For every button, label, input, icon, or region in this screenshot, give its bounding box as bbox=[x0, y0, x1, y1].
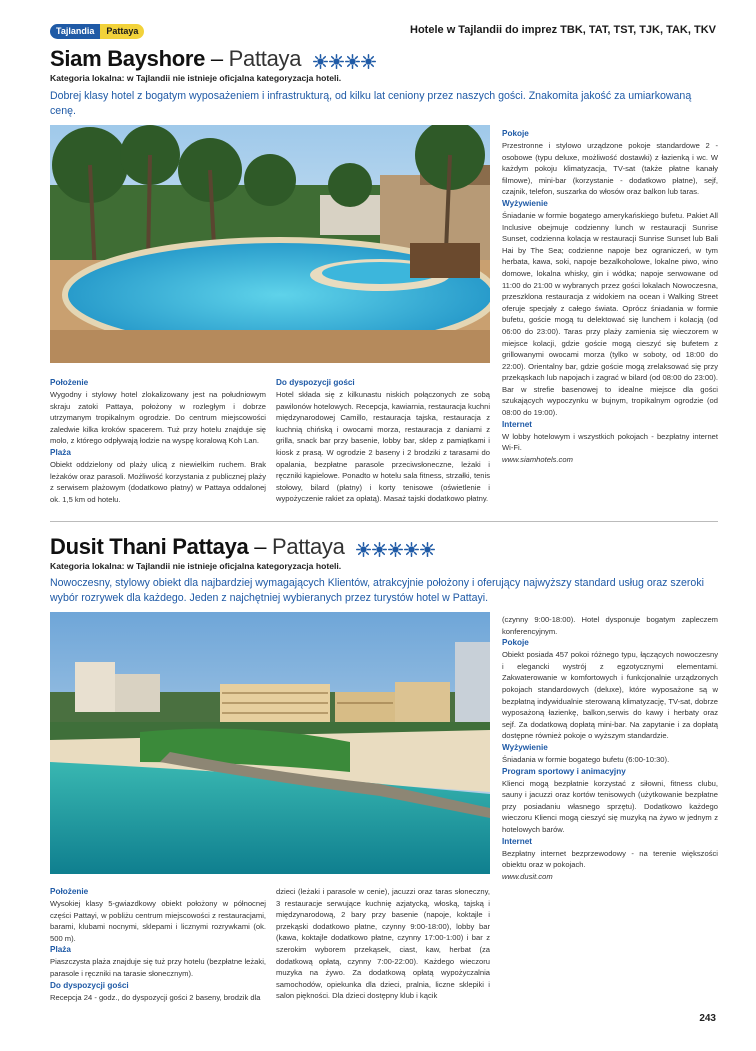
category-note: Kategoria lokalna: w Tajlandii nie istnieje oficjalna kategoryzacja hoteli. bbox=[50, 561, 342, 571]
hotel-location: Pattaya bbox=[272, 534, 345, 559]
star-icon bbox=[313, 54, 328, 69]
star-rating bbox=[313, 47, 377, 73]
section-heading-polozenie: Położenie bbox=[50, 887, 89, 896]
star-icon bbox=[372, 542, 387, 557]
title-dash: – bbox=[248, 534, 273, 559]
section-text-polozenie: Wygodny i stylowy hotel zlokalizowany jest na południowym skraju zatoki Pattaya, położony w rozległym i dobrze utrzymanym tropikalnym ogrodzie. Do centrum miejscowości zaledwie kilka kroków spacerem. Tuż przy hotelu znajduje się molo, z którego odpływają łodzie na wyspę koralową Koh Lan. bbox=[50, 390, 266, 446]
destination-tags bbox=[50, 24, 144, 39]
hotel-lead: Nowoczesny, stylowy obiekt dla najbardziej wymagających Klientów, atrakcyjnie położony i oferujący najwyższy standard usług oraz szeroki wybór rozrywek dla każdego. Jeden z najchętniej wybieranych przez turystów hotel w Pattayi. bbox=[50, 577, 704, 604]
country-tag: Tajlandia bbox=[50, 24, 100, 39]
section-heading-internet: Internet bbox=[502, 836, 533, 846]
section-heading-dyspozycja: Do dyspozycji gości bbox=[276, 378, 355, 387]
section-heading-wyzywienie: Wyżywienie bbox=[502, 742, 548, 752]
title-dash: – bbox=[205, 46, 229, 71]
column-rooms-food bbox=[502, 128, 718, 465]
section-divider bbox=[50, 521, 718, 522]
section-heading-pokoje: Pokoje bbox=[502, 638, 529, 648]
section-heading-polozenie: Położenie bbox=[50, 378, 89, 387]
section-heading-wyzywienie: Wyżywienie bbox=[502, 198, 548, 208]
page-number: 243 bbox=[699, 1013, 716, 1024]
section-text-internet: W lobby hotelowym i wszystkich pokojach - bezpłatny internet Wi-Fi. bbox=[502, 431, 718, 453]
star-icon bbox=[404, 542, 419, 557]
star-icon bbox=[420, 542, 435, 557]
category-note: Kategoria lokalna: w Tajlandii nie istnieje oficjalna kategoryzacja hoteli. bbox=[50, 73, 342, 83]
star-icon bbox=[345, 54, 360, 69]
section-text-wyzywienie: Śniadania w formie bogatego bufetu (6:00-10:30). bbox=[502, 754, 670, 764]
section-heading-dyspozycja: Do dyspozycji gości bbox=[50, 980, 129, 990]
section-text-dyspozycja: Hotel składa się z kilkunastu niskich połączonych ze sobą pawilonów hotelowych. Recepcja, kawiarnia, restauracja kuchni międzynarodowej Camillo, restauracja tajska, restauracja z kuchnią chińską i owocami morza, restauracja z daniami z grilla, snack bar przy basenie, lobby bar, sklep z pamiątkami i kiosk z prasą. W ogrodzie 2 baseny i 2 brodziki z tarasami do opalania, bezpłatne parasole przeciwsłoneczne, leżaki i ręczniki kąpielowe. Ponadto w hotelu sala fitness, strzałki, tenis stołowy, bilard (płatny) i korty tenisowe (oświetlenie i wypożyczenie rakiet za opłatą). Masaż tajski dodatkowo płatny. bbox=[276, 390, 490, 504]
star-icon bbox=[361, 54, 376, 69]
section-text-dyspozycja-end: (czynny 9:00-18:00). Hotel dysponuje bogatym zapleczem konferencyjnym. bbox=[502, 615, 718, 636]
section-text-plaza: Piaszczysta plaża znajduje się tuż przy hotelu (bezpłatne leżaki, parasole i ręczniki na tarasie słonecznym). bbox=[50, 957, 266, 978]
section-text-plaza: Obiekt oddzielony od plaży ulicą z niewielkim ruchem. Brak leżaków oraz parasoli. Możliwość korzystania z publicznej plaży z serwisem plażowym (dodatkowo płatny) w Pattaya oddalonej ok. 1,5 km od hotelu. bbox=[50, 459, 266, 504]
section-text-dyspozycja-cont: dzieci (leżaki i parasole w cenie), jacuzzi oraz taras słoneczny, 3 restauracje serwujące kuchnię azjatycką, włoską, tajską i międzynarodową, 2 bary przy basenie (napoje, koktajle i przekąski dodatkowo płatne, czynny 9:00-18:00), lobby bar (kawa, koktajle dodatkowo płatne, czynny 17:00-1:00) i bar z szerokim wyborem przekąsek, ciast, kaw, herbat (za dodatkową opłatą, czynny 7:00-22:00). Każdego wieczoru muzyka na żywo. Za dodatkową opłatą wypożyczalnia samochodów, opiekunka dla dzieci, pralnia, liczne sklepiki i salon piękności. Dla dzieci dostępny klub i kącik bbox=[276, 887, 490, 1001]
section-text-pokoje: Obiekt posiada 457 pokoi różnego typu, łączących nowoczesny i elegancki wystrój z egzotycznymi elementami. Zakwaterowanie w komfortowych i funkcjonalnie urządzonych pokojach standardowych (deluxe), które wyposażone są w bezpłatną indywidualnie sterowaną klimatyzację, TV-sat, dobrze wyposażoną łazienkę, balkon,serwis do kawy i herbaty oraz sejf. Za dodatkową dopłatą mini-bar. Na zapytanie i za dopłatą dostępne również pokoje o wyższym standardzie. bbox=[502, 650, 718, 741]
hotel-photo-beach bbox=[50, 612, 490, 874]
section-heading-plaza: Plaża bbox=[50, 447, 71, 457]
column-rooms-food bbox=[502, 614, 718, 882]
section-text-dyspozycja-start: Recepcja 24 - godz., do dyspozycji gości 2 baseny, brodzik dla bbox=[50, 992, 261, 1002]
hotel-photo-pool bbox=[50, 125, 490, 363]
hotel-title-dusit-thani bbox=[50, 534, 436, 561]
star-icon bbox=[388, 542, 403, 557]
star-rating bbox=[356, 535, 436, 561]
section-text-polozenie: Wysokiej klasy 5-gwiazdkowy obiekt położony w północnej części Pattayi, w pobliżu centrum miejscowości z restauracjami, barami, klubami nocnymi, sklepami i licznymi rozrywkami (ok. 500 m). bbox=[50, 899, 266, 943]
region-tag: Pattaya bbox=[100, 24, 144, 39]
section-text-internet: Bezpłatny internet bezprzewodowy - na terenie większości obiektu oraz w pokojach. bbox=[502, 848, 718, 870]
section-text-sport: Klienci mogą bezpłatnie korzystać z siłowni, fitness clubu, sauny i jacuzzi oraz kortów tenisowych (użytkowanie bezpłatne przy posiadaniu własnego sprzętu). Dodatkowo każdego wieczoru Klienci mogą cieszyć się muzyką na żywo w jednym z hotelowych barów. bbox=[502, 778, 718, 834]
section-text-wyzywienie: Śniadanie w formie bogatego amerykańskiego bufetu. Pakiet All Inclusive obejmuje codzienny lunch w restauracji Sunrise Sunset, codzienna kolacja w restauracji Sunrise Sunset lub Bali Hai by The Sea; codzienne napoje bez ograniczeń, w tym herbata, kawa, soki, napoje bezalkoholowe, lokalne piwo, wino domowe, lokalna whisky, gin i wódka; napoje serwowane od 11:00 do 21:00 w wybranych przez gości lokalach Nowoczesna, przeszklona restauracja z widokiem na ocean i Walking Street oferuje specjały z całego świata. Oprócz śniadania w formie bufetu, goście mogą tu delektować się lunchem i kolacją (od 06:00 do 23:00). Taras przy plaży zamienia się wieczorem w miejsce kolacji, gdzie goście mogą cieszyć się bufetem z grillowanymi owocami morza (tylko w soboty, od 18:00 do 22:00). Orientalny bar, gdzie goście mogą zrelaksować się przy przekąskach lub napojach i zagrać w bilard (od 08:00 do 23:00). Bar w strefie basenowej to idealne miejsce dla gości szukających wypoczynku w bujnym, tropikalnym ogrodzie (od 08:00 do 19:00). bbox=[502, 210, 718, 418]
section-text-pokoje: Przestronne i stylowo urządzone pokoje standardowe 2 - osobowe (typu deluxe, możliwość dostawki) z łazienką i wc. W każdym pokoju klimatyzacja, TV-sat (także płatne kanały filmowe), mini-bar (korzystanie - dodatkowo płatne), sejf, czajnik, telefon, suszarka do włosów oraz balkon lub taras. bbox=[502, 141, 718, 197]
hotel-name: Dusit Thani Pattaya bbox=[50, 534, 249, 559]
hotel-website-link[interactable]: www.dusit.com bbox=[502, 871, 553, 881]
hotel-name: Siam Bayshore bbox=[50, 46, 206, 71]
section-heading-pokoje: Pokoje bbox=[502, 129, 529, 138]
hotel-website-link[interactable]: www.siamhotels.com bbox=[502, 454, 573, 464]
column-facilities bbox=[276, 377, 490, 505]
hotel-location: Pattaya bbox=[228, 46, 302, 71]
star-icon bbox=[356, 542, 371, 557]
column-facilities bbox=[276, 886, 490, 1002]
hotel-lead: Dobrej klasy hotel z bogatym wyposażeniem i infrastrukturą, od kilku lat ceniony przez naszych gości. Znakomita jakość za umiarkowaną cenę. bbox=[50, 90, 692, 117]
hotel-title-siam-bayshore bbox=[50, 46, 377, 73]
section-heading-internet: Internet bbox=[502, 419, 533, 429]
running-header: Hotele w Tajlandii do imprez TBK, TAT, TST, TJK, TAK, TKV bbox=[410, 24, 716, 36]
section-heading-plaza: Plaża bbox=[50, 945, 71, 955]
star-icon bbox=[329, 54, 344, 69]
column-location-beach bbox=[50, 886, 266, 1003]
section-heading-sport: Program sportowy i animacyjny bbox=[502, 766, 626, 776]
column-location-beach bbox=[50, 377, 266, 505]
